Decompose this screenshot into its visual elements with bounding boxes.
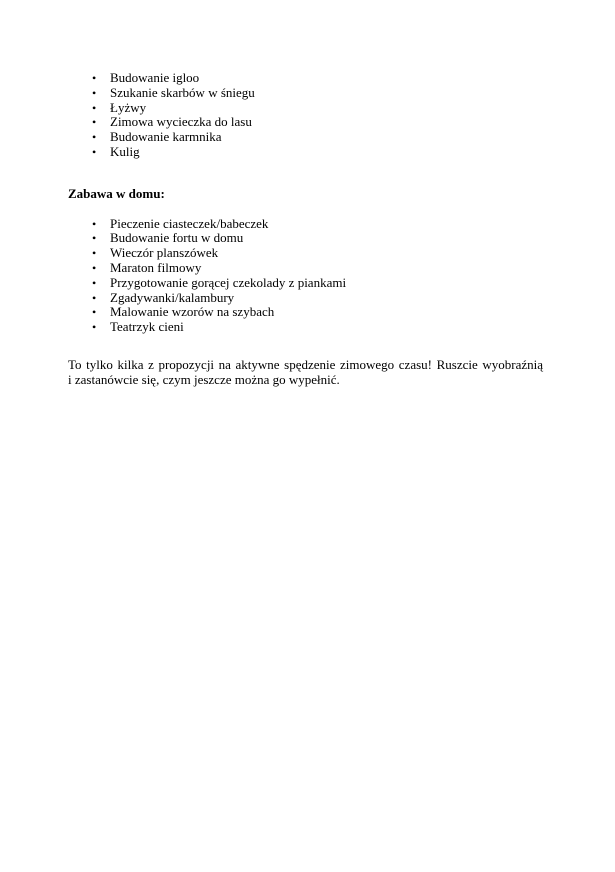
- bullet-icon: •: [92, 290, 97, 305]
- bullet-icon: •: [92, 130, 97, 145]
- list-item: [68, 101, 543, 116]
- bullet-icon: •: [92, 100, 97, 115]
- list-item: [68, 231, 543, 246]
- outdoor-activities-list: [68, 71, 543, 160]
- list-item: [68, 246, 543, 261]
- list-item: [68, 145, 543, 160]
- list-item-label: Kulig: [110, 143, 140, 159]
- list-item-label: Budowanie igloo: [110, 70, 200, 85]
- list-item-label: Zimowa wycieczka do lasu: [110, 114, 252, 130]
- closing-paragraph-line: i zastanówcie się, czym jeszcze można go wypełnić.: [68, 371, 340, 387]
- bullet-icon: •: [92, 144, 97, 159]
- list-item-label: Budowanie karmnika: [110, 129, 222, 145]
- bullet-icon: •: [92, 231, 97, 246]
- home-activities-list: [68, 217, 543, 335]
- list-item: [68, 217, 543, 232]
- list-item-label: Wieczór planszówek: [110, 245, 219, 261]
- list-item: [68, 115, 543, 130]
- list-item-label: Zgadywanki/kalambury: [110, 289, 235, 305]
- bullet-icon: •: [92, 115, 97, 130]
- bullet-icon: •: [92, 275, 97, 290]
- list-item: [68, 130, 543, 145]
- bullet-icon: •: [92, 305, 97, 320]
- section-heading-zabawa-w-domu: Zabawa w domu:: [68, 185, 165, 201]
- list-item-label: Łyżwy: [110, 99, 147, 115]
- closing-paragraph: [68, 358, 543, 388]
- list-item-label: Pieczenie ciasteczek/babeczek: [110, 215, 269, 231]
- bullet-icon: •: [92, 246, 97, 261]
- list-item: [68, 291, 543, 306]
- list-item: [68, 86, 543, 101]
- list-item-label: Maraton filmowy: [110, 259, 202, 275]
- bullet-icon: •: [92, 216, 97, 231]
- list-item: [68, 71, 543, 86]
- document-content: [68, 0, 543, 388]
- bullet-icon: •: [92, 85, 97, 100]
- list-item: [68, 276, 543, 291]
- list-item: [68, 261, 543, 276]
- list-item: [68, 320, 543, 335]
- bullet-icon: •: [92, 260, 97, 275]
- list-item-label: Przygotowanie gorącej czekolady z piankami: [110, 274, 347, 290]
- list-item-label: Teatrzyk cieni: [110, 319, 184, 335]
- list-item-label: Budowanie fortu w domu: [110, 230, 244, 246]
- list-item-label: Malowanie wzorów na szybach: [110, 304, 275, 320]
- bullet-icon: •: [92, 320, 97, 335]
- list-item: [68, 305, 543, 320]
- list-item-label: Szukanie skarbów w śniegu: [110, 84, 255, 100]
- bullet-icon: •: [92, 71, 97, 85]
- closing-paragraph-line: To tylko kilka z propozycji na aktywne spędzenie zimowego czasu! Ruszcie wyobraźnią: [68, 356, 543, 372]
